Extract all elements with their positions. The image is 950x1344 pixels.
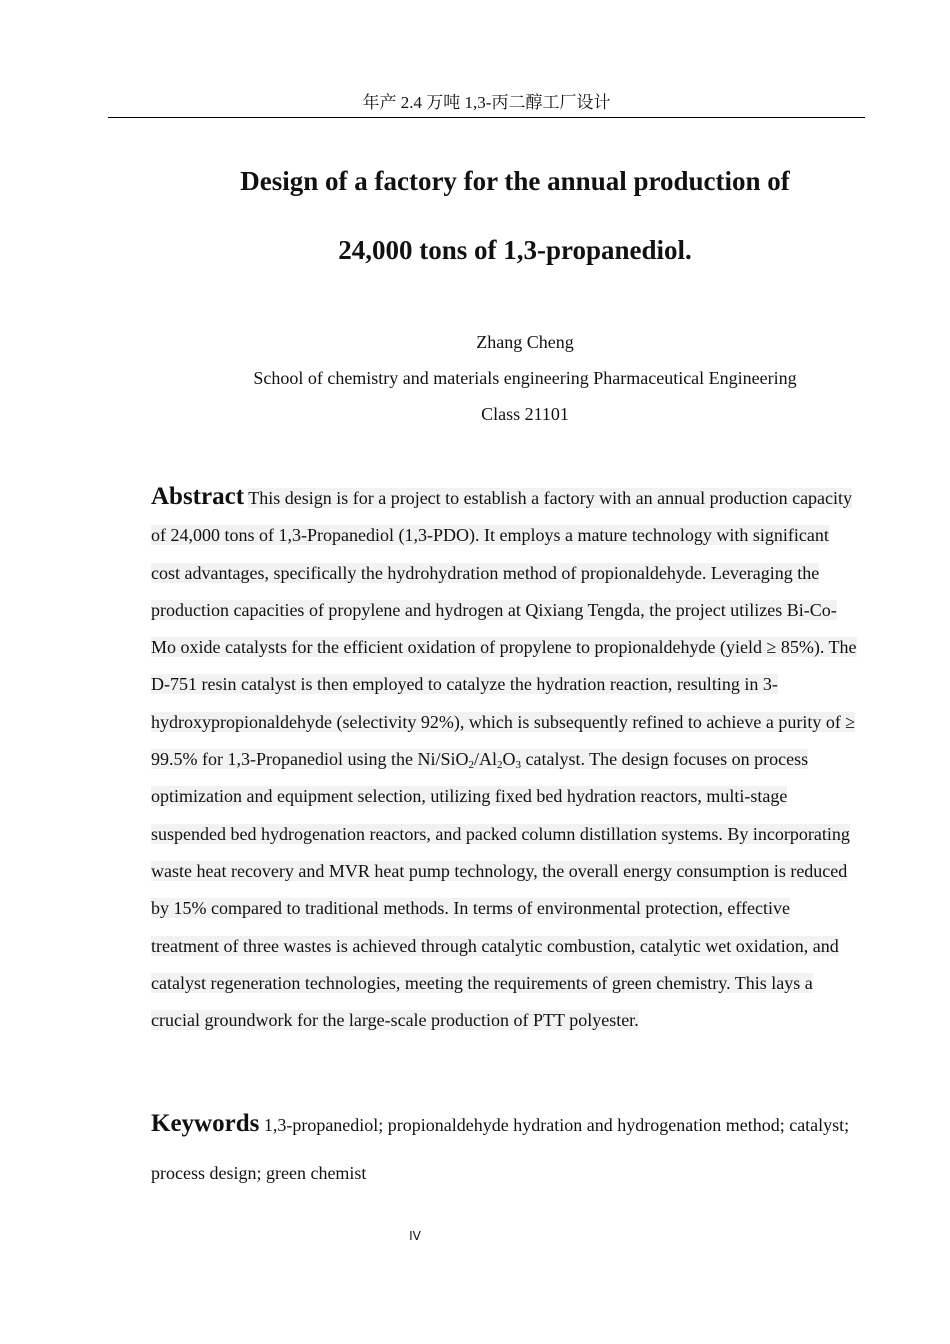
subscript-2: 2 xyxy=(468,759,474,772)
abstract-paragraph xyxy=(151,478,861,1039)
running-header: 年产 2.4 万吨 1,3-丙二醇工厂设计 xyxy=(108,91,865,118)
abstract-text-3: O xyxy=(502,749,516,770)
page-number: IV xyxy=(409,1229,421,1243)
keywords-heading: Keywords xyxy=(151,1110,260,1137)
title-line-2: 24,000 tons of 1,3-propanediol. xyxy=(338,235,692,265)
abstract-text-1: This design is for a project to establish a factory with an annual production capacity of 24,000 tons of 1,3-Propanediol (1,3-PDO). It employs a mature technology with significant cost advantages, specifically the hydrohydration method of propionaldehyde. Leveraging the production capacities of propylene and hydrogen at Qixiang Tengda, the project utilizes Bi-Co-Mo oxide catalysts for the efficient oxidation of propylene to propionaldehyde (yield ≥ 85%). The D-751 resin catalyst is then employed to catalyze the hydration reaction, resulting in 3-hydroxypropionaldehyde (selectivity 92%), which is subsequently refined to achieve a purity of ≥ 99.5% for 1,3-Propanediol using the Ni/SiO xyxy=(151,488,857,770)
subscript-3: 3 xyxy=(515,759,521,772)
author-name: Zhang Cheng xyxy=(476,332,574,352)
keywords-paragraph xyxy=(151,1100,861,1197)
author-class: Class 21101 xyxy=(481,404,569,424)
abstract-body xyxy=(151,488,857,1030)
abstract-heading: Abstract xyxy=(151,483,245,510)
author-affiliation: School of chemistry and materials engineering Pharmaceutical Engineering xyxy=(253,368,797,388)
abstract-text-4: catalyst. The design focuses on process optimization and equipment selection, utilizing fixed bed hydration reactors, multi-stage suspended bed hydrogenation reactors, and packed column distillation systems. By incorporating waste heat recovery and MVR heat pump technology, the overall energy consumption is reduced by 15% compared to traditional methods. In terms of environmental protection, effective treatment of three wastes is achieved through catalytic combustion, catalytic wet oxidation, and catalyst regeneration technologies, meeting the requirements of green chemistry. This lays a crucial groundwork for the large-scale production of PTT polyester. xyxy=(151,749,850,1031)
keywords-text: 1,3-propanediol; propionaldehyde hydration and hydrogenation method; catalyst; process design; green chemist xyxy=(151,1115,850,1183)
subscript-2: 2 xyxy=(497,759,503,772)
abstract-text-2: /Al xyxy=(473,749,497,770)
title-line-1: Design of a factory for the annual production of xyxy=(240,166,790,196)
